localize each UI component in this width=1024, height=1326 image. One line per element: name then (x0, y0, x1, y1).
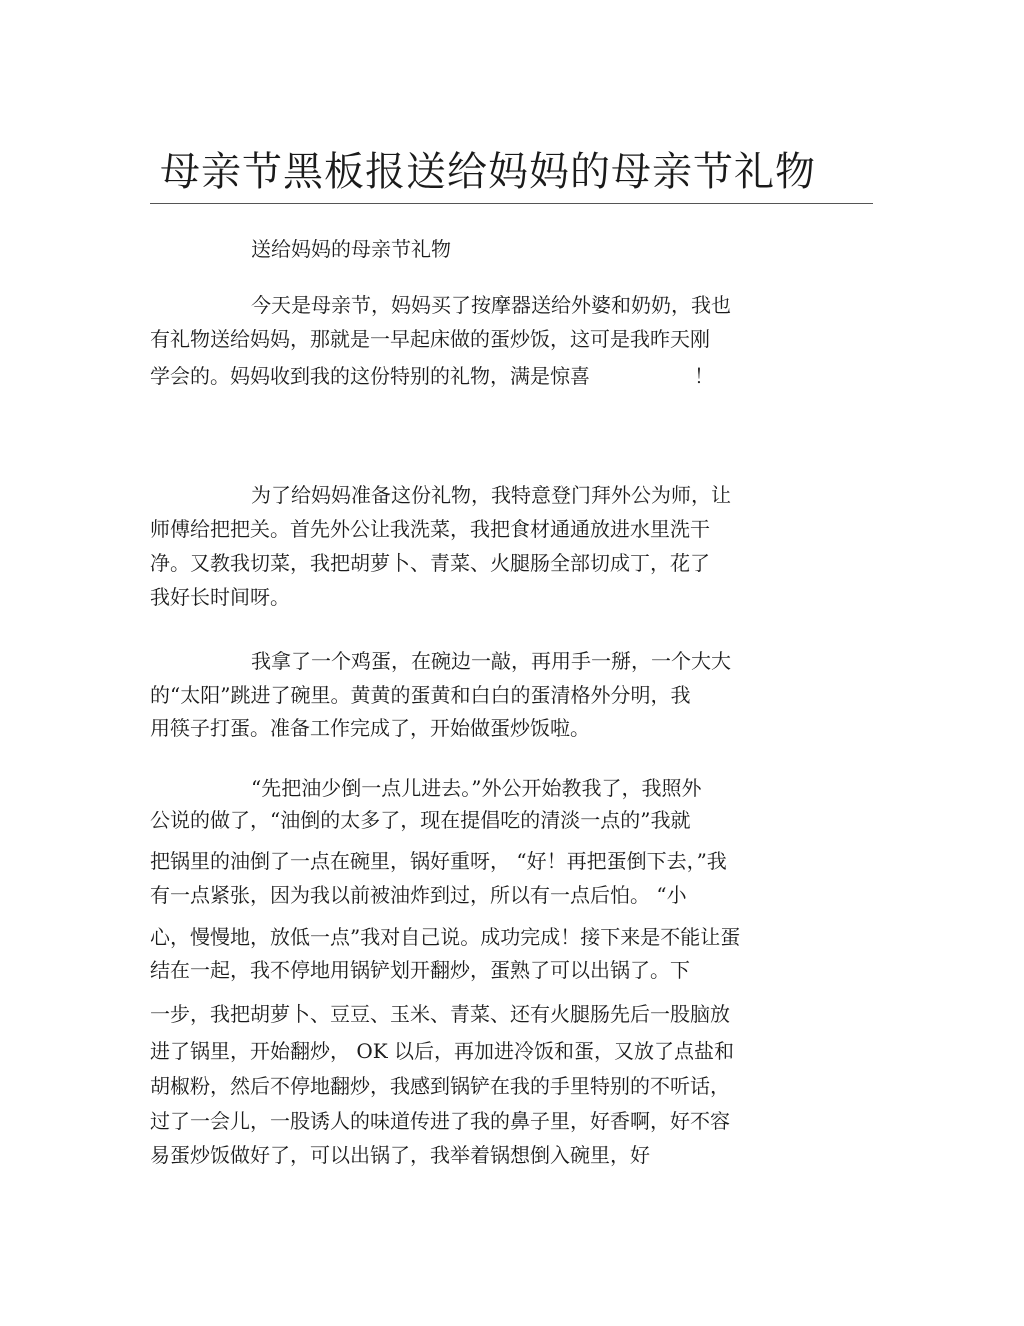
paragraph-line: 结在一起，我不停地用锅铲划开翻炒，蛋熟了可以出锅了。下 (150, 958, 690, 982)
paragraph-line: 一步，我把胡萝卜、豆豆、玉米、青菜、还有火腿肠先后一股脑放 (150, 1002, 730, 1026)
paragraph-line: 我好长时间呀。 (150, 585, 290, 609)
paragraph-line: 今天是母亲节，妈妈买了按摩器送给外婆和奶奶，我也 (251, 293, 731, 317)
paragraph-line: 公说的做了，“油倒的太多了，现在提倡吃的清淡一点的”我就 (150, 808, 691, 832)
paragraph-line: “先把油少倒一点儿进去。”外公开始教我了，我照外 (251, 776, 702, 800)
paragraph-line: 学会的。妈妈收到我的这份特别的礼物，满是惊喜 (150, 364, 590, 388)
paragraph-line: ！ (694, 364, 714, 388)
section-subtitle: 送给妈妈的母亲节礼物 (251, 237, 451, 261)
page-title: 母亲节黑板报送给妈妈的母亲节礼物 (160, 149, 816, 195)
paragraph-line: 的“太阳”跳进了碗里。黄黄的蛋黄和白白的蛋清格外分明，我 (150, 683, 691, 707)
paragraph-line: 我拿了一个鸡蛋，在碗边一敲，再用手一掰，一个大大 (251, 649, 731, 673)
paragraph-line: 易蛋炒饭做好了，可以出锅了，我举着锅想倒入碗里，好 (150, 1143, 650, 1167)
paragraph-line: 用筷子打蛋。准备工作完成了，开始做蛋炒饭啦。 (150, 716, 590, 740)
paragraph-line: 师傅给把把关。首先外公让我洗菜，我把食材通通放进水里洗干 (150, 517, 710, 541)
paragraph-line: 过了一会儿，一股诱人的味道传进了我的鼻子里，好香啊，好不容 (150, 1109, 730, 1133)
paragraph-line: 胡椒粉，然后不停地翻炒，我感到锅铲在我的手里特别的不听话， (150, 1074, 730, 1098)
title-divider (150, 203, 873, 204)
paragraph-line: 把锅里的油倒了一点在碗里，锅好重呀， “好！再把蛋倒下去，”我 (150, 849, 727, 873)
paragraph-line: 进了锅里，开始翻炒， OK 以后，再加进冷饭和蛋，又放了点盐和 (150, 1039, 735, 1063)
paragraph-line: 净。又教我切菜，我把胡萝卜、青菜、火腿肠全部切成丁，花了 (150, 551, 710, 575)
paragraph-line: 心，慢慢地，放低一点”我对自己说。成功完成！接下来是不能让蛋 (150, 925, 741, 949)
paragraph-line: 有礼物送给妈妈，那就是一早起床做的蛋炒饭，这可是我昨天刚 (150, 327, 710, 351)
paragraph-line: 为了给妈妈准备这份礼物，我特意登门拜外公为师，让 (251, 483, 731, 507)
paragraph-line: 有一点紧张，因为我以前被油炸到过，所以有一点后怕。 “小 (150, 883, 687, 907)
